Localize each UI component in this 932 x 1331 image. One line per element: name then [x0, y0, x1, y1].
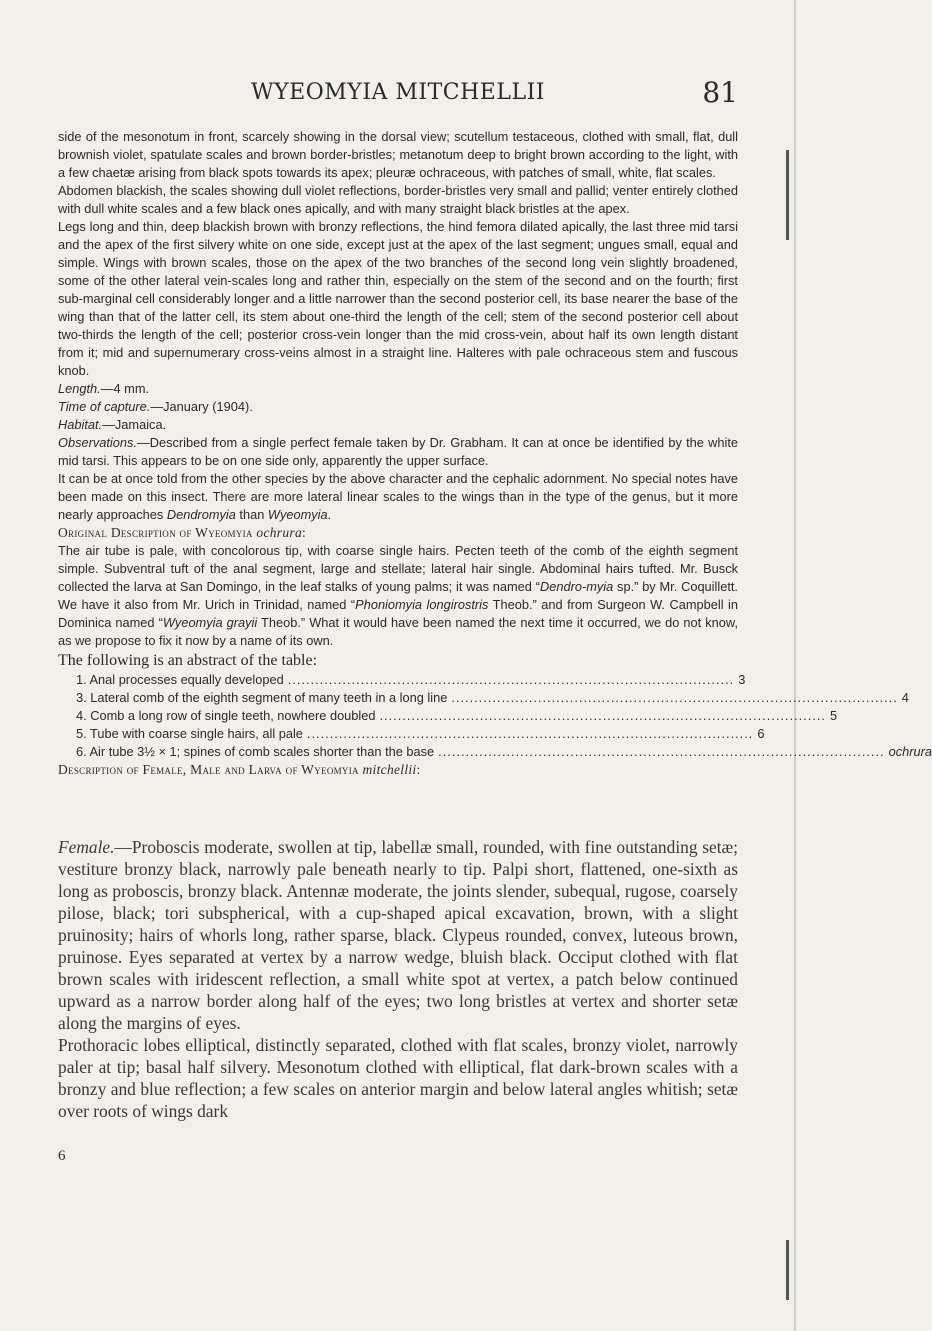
habitat-value: —Jamaica. [102, 417, 167, 432]
leader-dots: .................................................................................................. [287, 672, 735, 687]
row-text: 5. Tube with coarse single hairs, all pale [76, 726, 303, 741]
row-text: 3. Lateral comb of the eighth segment of many teeth in a long line [76, 690, 448, 705]
paragraph: Legs long and thin, deep blackish brown with bronzy reflections, the hind femora dilated apically, the last three mid tarsi and the apex of the first silvery white on one side, except just at the apex of the last segment; ungues small, equal and simple. Wings with brown scales, those on the apex of the two branches of the second long vein slightly broadened, some of the other lateral vein-scales long and rather thin, especially on the stem of the second and on the fourth; first sub-marginal cell considerably longer and a little narrower than the second posterior cell, its base nearer the base of the wing than that of the latter cell, its stem about one-third the length of the cell; stem of the second posterior cell about two-thirds the length of the cell; posterior cross-vein longer than the mid cross-vein, about half its own length distant from it; mid and supernumerary cross-veins almost in a straight line. Halteres with pale ochraceous stem and fuscous knob. [58, 219, 738, 378]
row-ref: 3 [738, 672, 746, 687]
leader-dots: .................................................................................................. [306, 726, 754, 741]
abstract-heading: The following is an abstract of the table: [58, 652, 318, 669]
length-label: Length. [58, 381, 101, 396]
heading-text: : [416, 762, 421, 777]
table-row [58, 725, 765, 743]
heading-text: : [302, 525, 307, 540]
observations [58, 434, 738, 470]
text-block-large [58, 836, 738, 1122]
female-text: —Proboscis moderate, swollen at tip, labellæ small, rounded, with fine outstanding setæ; vestiture bronzy black, narrowly pale beneath nearly to tip. Palpi short, flattened, one-sixth as long as proboscis, bronzy black. Antennæ moderate, the joints slender, subequal, rugose, coarsely pilose, black; tori subspherical, with a cup-shaped apical excavation, brown, with a slight pruinosity; hairs of whorls long, rather sparse, black. Clypeus rounded, convex, luteous brown, pruinose. Eyes separated at vertex by a narrow wedge, bluish black. Occiput clothed with flat brown scales with iridescent reflection, a small white spot at vertex, a patch below continued upward as a narrow border along half of the eyes; two long bristles at vertex and shorter setæ along the margins of eyes. [58, 837, 738, 1033]
paragraph: side of the mesonotum in front, scarcely showing in the dorsal view; scutellum testaceous, clothed with small, flat, dull brownish violet, spatulate scales and brown border-bristles; metanotum deep to bright brown according to the light, with a few chaetæ arising from black spots towards its apex; pleuræ ochraceous, with patches of small, white, flat scales. [58, 129, 738, 180]
table-row [58, 743, 932, 761]
habitat-line [58, 416, 738, 434]
text-run: than [235, 507, 268, 522]
key-table [58, 671, 932, 761]
species-name: mitchellii [362, 762, 417, 777]
heading-text: Original Description of Wyeomyia [58, 525, 257, 540]
page-edge [794, 0, 796, 1331]
paragraph [58, 470, 738, 524]
female-label: Female. [58, 837, 115, 857]
observations-label: Observations. [58, 435, 137, 450]
signature-mark: 6 [58, 1148, 66, 1164]
row-ref: 4 [901, 690, 909, 705]
prothorax-paragraph: Prothoracic lobes elliptical, distinctly separated, clothed with flat scales, bronzy violet, narrowly paler at tip; basal half silvery. Mesonotum clothed with elliptical, flat dark-brown scales with a bronzy and blue reflection; a few scales on anterior margin and below lateral angles whitish; setæ over roots of wings dark [58, 1035, 738, 1121]
leader-dots: .................................................................................................. [438, 744, 885, 759]
table-row [58, 707, 838, 725]
running-header [58, 76, 738, 109]
time-label: Time of capture. [58, 399, 151, 414]
edge-mark [786, 1240, 789, 1300]
paragraph [58, 542, 738, 650]
text-run: It can be at once told from the other species by the above character and the cephalic adornment. No special notes have been made on this insect. There are more lateral linear scales to the wings than in the type of the genus, but it more nearly approaches [58, 471, 738, 522]
species-name: ochrura [256, 525, 303, 540]
time-line [58, 398, 738, 416]
edge-mark [786, 150, 789, 240]
table-row [58, 689, 909, 707]
time-value: —January (1904). [150, 399, 253, 414]
text-run: sp.” by Mr. Coquillett. We have it also from Mr. Urich in Trinidad, named “ [58, 579, 738, 612]
genus-name: Wyeomyia [267, 507, 328, 522]
text-run: . [327, 507, 332, 522]
female-paragraph [58, 836, 738, 1034]
paragraph: Abdomen blackish, the scales showing dull violet reflections, border-bristles very small and pallid; venter entirely clothed with dull white scales and a few black ones apically, and with many straight black bristles at the apex. [58, 183, 738, 216]
length-value: —4 mm. [100, 381, 150, 396]
habitat-label: Habitat. [58, 417, 103, 432]
genus-name: Dendromyia [166, 507, 236, 522]
text-run: Theob.” What it would have been named the next time it occurred, we do not know, as we propose to fix it now by a name of its own. [58, 615, 738, 648]
length-line [58, 380, 738, 398]
text-run: The air tube is pale, with concolorous tip, with coarse single hairs. Pecten teeth of the comb of the eighth segment simple. Subventral tuft of the anal segment, large and stellate; lateral hair single. Abdominal hairs tufted. Mr. Busck collected the larva at San Domingo, in the leaf stalks of young palms; it was named “ [58, 543, 738, 594]
taxon-name: Wyeomyia grayii [162, 615, 258, 630]
row-ref: ochrura [888, 744, 932, 759]
heading-text: Description of Female, Male and Larva of Wyeomyia [58, 762, 363, 777]
row-ref: 6 [757, 726, 765, 741]
section-heading [58, 524, 738, 542]
observations-text: —Described from a single perfect female taken by Dr. Grabham. It can at once be identified by the white mid tarsi. This appears to be on one side only, apparently the upper surface. [58, 435, 738, 468]
running-title: WYEOMYIA MITCHELLII [251, 80, 545, 105]
row-text: 1. Anal processes equally developed [76, 672, 284, 687]
page-number: 81 [702, 76, 738, 109]
text-run: Theob.” and from Surgeon W. Campbell in Dominica named “ [58, 597, 738, 630]
row-ref: 5 [829, 708, 838, 723]
table-row [58, 671, 746, 689]
row-text: 6. Air tube 3½ × 1; spines of comb scales shorter than the base [76, 744, 435, 759]
row-text: 4. Comb a long row of single teeth, nowhere doubled [76, 708, 376, 723]
taxon-name: Dendro-myia [539, 579, 614, 594]
leader-dots: .................................................................................................. [451, 690, 898, 705]
text-block-small [58, 128, 932, 779]
section-heading [58, 761, 738, 779]
taxon-name: Phoniomyia longirostris [355, 597, 489, 612]
leader-dots: .................................................................................................. [379, 708, 826, 723]
